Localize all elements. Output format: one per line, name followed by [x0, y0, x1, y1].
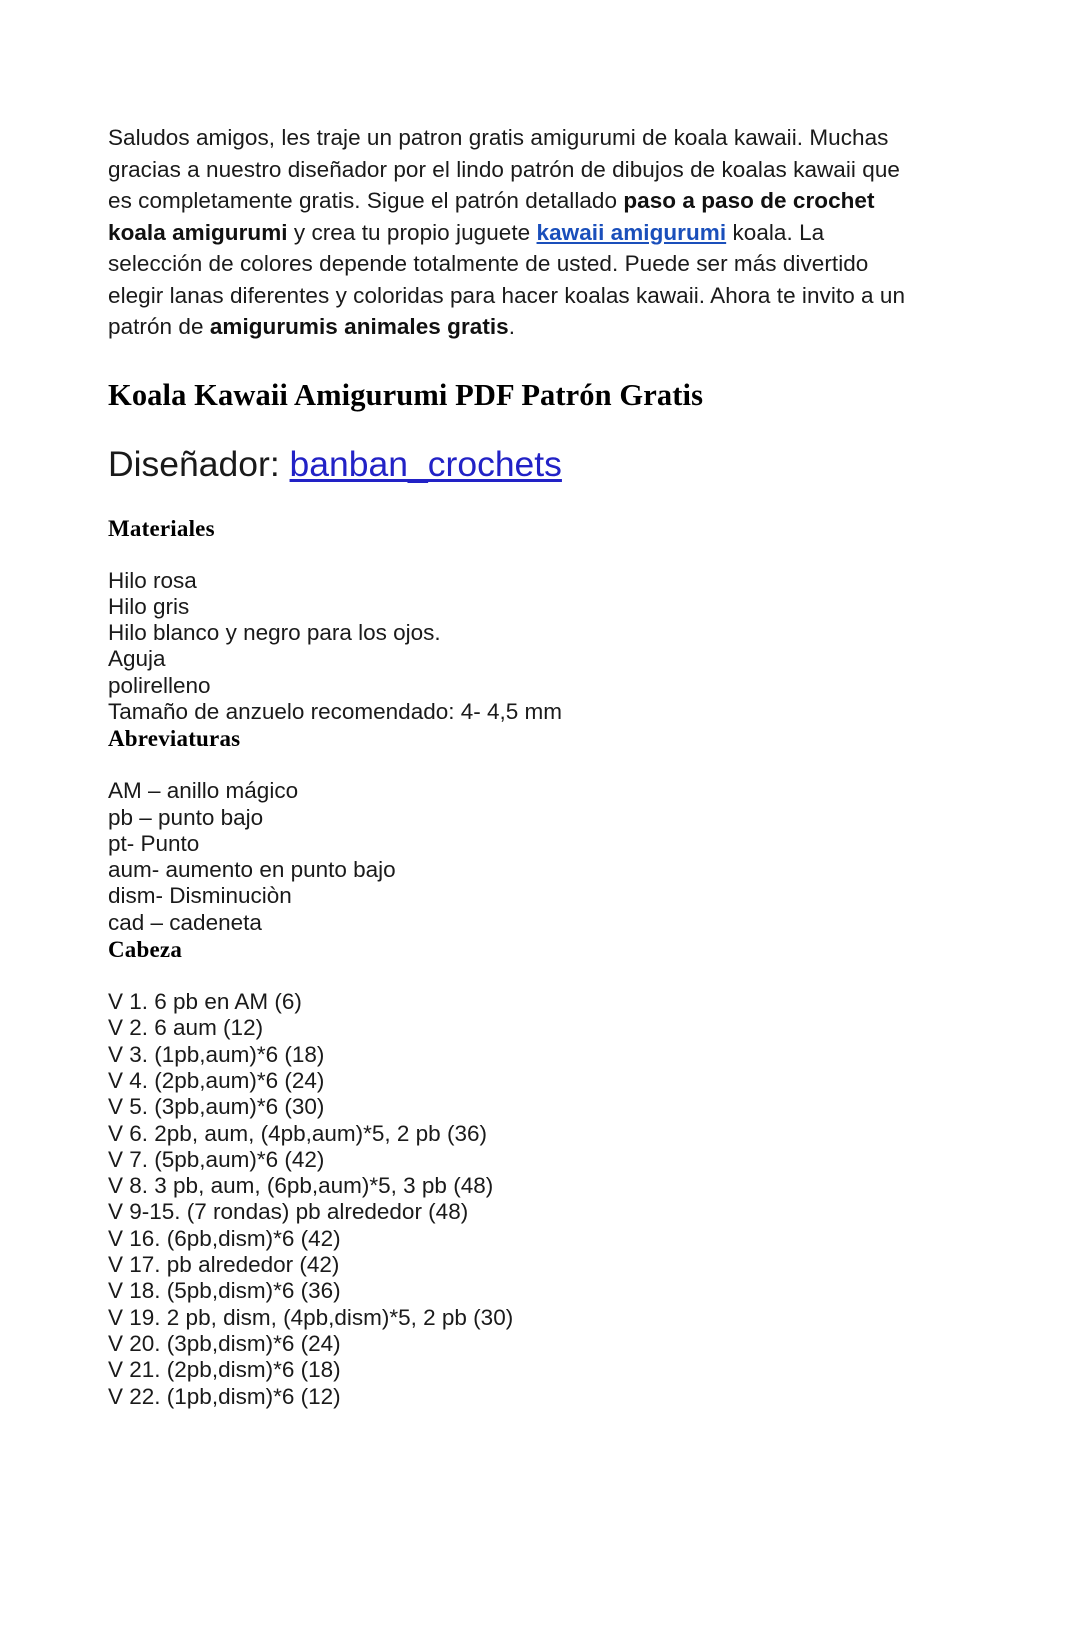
page-title: Koala Kawaii Amigurumi PDF Patrón Gratis: [108, 377, 704, 412]
list-item: cad – cadeneta: [108, 909, 262, 935]
list-item: dism- Disminuciòn: [108, 883, 292, 909]
pattern-row: V 8. 3 pb, aum, (6pb,aum)*5, 3 pb (48): [108, 1173, 494, 1199]
intro-paragraph: [108, 122, 918, 343]
cabeza-rows-list: [108, 989, 918, 1410]
pattern-row: V 1. 6 pb en AM (6): [108, 989, 302, 1015]
list-item: AM – anillo mágico: [108, 778, 299, 804]
materiales-heading: Materiales: [108, 515, 215, 541]
pattern-row: V 4. (2pb,aum)*6 (24): [108, 1067, 325, 1093]
pattern-row: V 5. (3pb,aum)*6 (30): [108, 1094, 325, 1120]
list-item: pt- Punto: [108, 830, 200, 856]
pattern-row: V 3. (1pb,aum)*6 (18): [108, 1041, 325, 1067]
pattern-row: V 17. pb alrededor (42): [108, 1252, 340, 1278]
pattern-row: V 9-15. (7 rondas) pb alrededor (48): [108, 1199, 469, 1225]
kawaii-amigurumi-link[interactable]: kawaii amigurumi: [536, 219, 727, 245]
abreviaturas-heading: Abreviaturas: [108, 726, 241, 752]
intro-text-part2: y crea tu propio juguete: [287, 219, 537, 245]
abreviaturas-list: [108, 778, 918, 936]
intro-bold-crochet-koala: paso a paso de crochet koala amigurumi: [108, 188, 875, 245]
pattern-row: V 6. 2pb, aum, (4pb,aum)*5, 2 pb (36): [108, 1120, 487, 1146]
designer-link[interactable]: banban_crochets: [289, 443, 562, 484]
pattern-row: V 7. (5pb,aum)*6 (42): [108, 1146, 325, 1172]
cabeza-heading: Cabeza: [108, 937, 183, 963]
list-item: Tamaño de anzuelo recomendado: 4- 4,5 mm: [108, 698, 563, 724]
materiales-list: [108, 568, 918, 726]
pattern-row: V 20. (3pb,dism)*6 (24): [108, 1330, 341, 1356]
list-item: aum- aumento en punto bajo: [108, 857, 396, 883]
pattern-row: V 21. (2pb,dism)*6 (18): [108, 1357, 341, 1383]
pattern-row: V 18. (5pb,dism)*6 (36): [108, 1278, 341, 1304]
pattern-row: V 16. (6pb,dism)*6 (42): [108, 1225, 341, 1251]
designer-label: Diseñador:: [108, 443, 290, 484]
intro-bold-amigurumis-animales: amigurumis animales gratis: [209, 314, 509, 339]
intro-text-part4: .: [508, 314, 516, 339]
pattern-row: V 2. 6 aum (12): [108, 1015, 264, 1041]
list-item: Hilo gris: [108, 593, 190, 619]
list-item: Aguja: [108, 646, 166, 672]
intro-text-part1: Saludos amigos, les traje un patron gratis amigurumi de koala kawaii. Muchas gracias a nuestro diseñador por el lindo patrón de dibujos de koalas kawaii que es completamente gratis. Sigue el patrón detallado: [108, 125, 900, 213]
designer-line: [108, 443, 918, 485]
pattern-row: V 19. 2 pb, dism, (4pb,dism)*5, 2 pb (30): [108, 1304, 514, 1330]
document-content: [108, 122, 918, 1410]
intro-text-part3: koala. La selección de colores depende totalmente de usted. Puede ser más divertido elegir lanas diferentes y coloridas para hacer koalas kawaii. Ahora te invito a un patrón de: [108, 219, 906, 339]
list-item: polirelleno: [108, 672, 211, 698]
list-item: Hilo blanco y negro para los ojos.: [108, 620, 441, 646]
list-item: pb – punto bajo: [108, 804, 264, 830]
pattern-row: V 22. (1pb,dism)*6 (12): [108, 1383, 341, 1409]
list-item: Hilo rosa: [108, 567, 197, 593]
